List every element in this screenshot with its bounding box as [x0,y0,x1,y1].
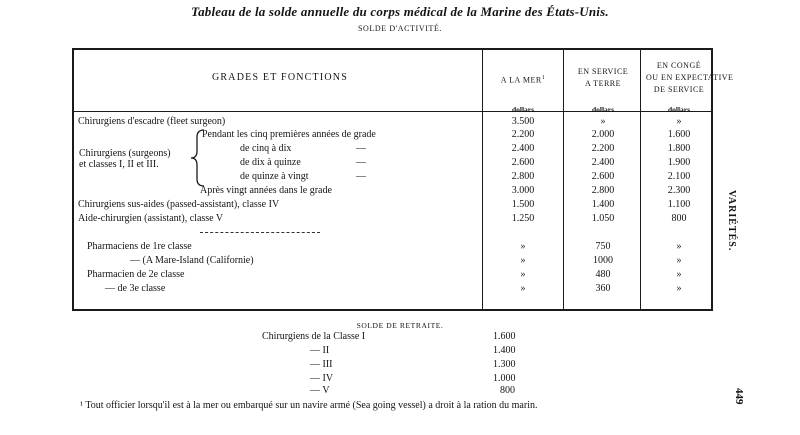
value-terre: 1000 [593,255,613,266]
unit-mer: dollars [511,105,535,114]
value-conge: » [676,255,682,266]
unit-terre: dollars [591,105,615,114]
value-mer: » [520,241,526,252]
value-terre: 360 [595,283,611,294]
running-head: VARIÉTÉS. [726,190,737,252]
value-mer: » [520,269,526,280]
value-conge: 1.600 [667,129,691,140]
row-label: Pharmacien de 2e classe [87,269,185,280]
retirement-value: 800 [500,385,515,396]
header-terre-line-2: A TERRE [584,79,622,88]
row-label: — de 3e classe [105,283,166,294]
header-en-service-a-terre [567,66,639,90]
retirement-label: — III [310,359,333,370]
retirement-value: 1.400 [493,345,516,356]
retirement-value: 1.300 [493,359,516,370]
table-subtitle: SOLDE D'ACTIVITÉ. [357,24,443,33]
retirement-label: — IV [310,373,334,384]
header-conge-line-2: OU EN EXPECTATIVE [646,73,734,82]
row-label: Pharmaciens de 1re classe [87,241,192,252]
row-label: — (A Mare-Island (Californie) [130,255,254,266]
value-conge: » [676,116,682,127]
header-a-la-mer [487,72,559,87]
value-mer: 1.250 [511,213,535,224]
footnote: ¹ Tout officier lorsqu'il est à la mer ou embarqué sur un navire armé (Sea going vessel) a droit à la ration du marin. [80,400,538,411]
value-conge: 1.100 [667,199,691,210]
value-conge: 800 [671,213,687,224]
value-terre: 2.800 [591,185,615,196]
value-terre: 2.400 [591,157,615,168]
value-conge: » [676,269,682,280]
value-terre: 2.200 [591,143,615,154]
column-divider [640,48,641,311]
section-separator [200,232,320,233]
ditto-dash: — [356,171,366,182]
value-conge: 1.800 [667,143,691,154]
value-conge: 2.100 [667,171,691,182]
row-label: de quinze à vingt [240,171,309,182]
value-mer: 2.200 [511,129,535,140]
group-label-line-1: Chirurgiens (surgeons) [79,148,171,159]
value-mer: 2.400 [511,143,535,154]
value-terre: » [600,116,606,127]
header-grades: GRADES ET FONCTIONS [212,72,348,83]
page-title: Tableau de la solde annuelle du corps médical de la Marine des États-Unis. [191,4,609,19]
value-mer: » [520,255,526,266]
unit-conge: dollars [667,105,691,114]
retirement-value: 1.600 [493,331,516,342]
retirement-label: — V [310,385,330,396]
value-conge: » [676,283,682,294]
page-number: 449 [733,388,745,405]
value-mer: 3.500 [511,116,535,127]
retirement-value: 1.000 [493,373,516,384]
column-divider [482,48,483,311]
value-terre: 1.050 [591,213,615,224]
value-conge: » [676,241,682,252]
group-label-line-2: et classes I, II et III. [79,159,159,170]
value-mer: 1.500 [511,199,535,210]
value-conge: 1.900 [667,157,691,168]
ditto-dash: — [356,143,366,154]
header-terre-line-1: EN SERVICE [577,67,629,76]
row-label: de cinq à dix [240,143,292,154]
value-terre: 480 [595,269,611,280]
column-divider [563,48,564,311]
row-label: Aide-chirurgien (assistant), classe V [78,213,224,224]
value-mer: » [520,283,526,294]
value-mer: 3.000 [511,185,535,196]
row-label: Chirurgiens sus-aides (passed-assistant), classe IV [78,199,280,210]
row-label: Après vingt années dans le grade [200,185,332,196]
retirement-label: — II [310,345,330,356]
value-conge: 2.300 [667,185,691,196]
value-terre: 750 [595,241,611,252]
row-label: Pendant les cinq premières années de grade [202,129,376,140]
header-mer-text: A LA MER [500,75,542,85]
header-en-conge [646,60,734,96]
value-terre: 1.400 [591,199,615,210]
ditto-dash: — [356,157,366,168]
value-mer: 2.600 [511,157,535,168]
header-conge-line-1: EN CONGÉ [656,61,702,70]
value-terre: 2.000 [591,129,615,140]
row-label: de dix à quinze [240,157,301,168]
retirement-label: Chirurgiens de la Classe I [262,331,366,342]
row-label: Chirurgiens d'escadre (fleet surgeon) [78,116,226,127]
header-conge-line-3: DE SERVICE [653,85,705,94]
value-mer: 2.800 [511,171,535,182]
footnote-marker: 1 [541,75,546,81]
retirement-title: SOLDE DE RETRAITE. [356,321,444,330]
value-terre: 2.600 [591,171,615,182]
